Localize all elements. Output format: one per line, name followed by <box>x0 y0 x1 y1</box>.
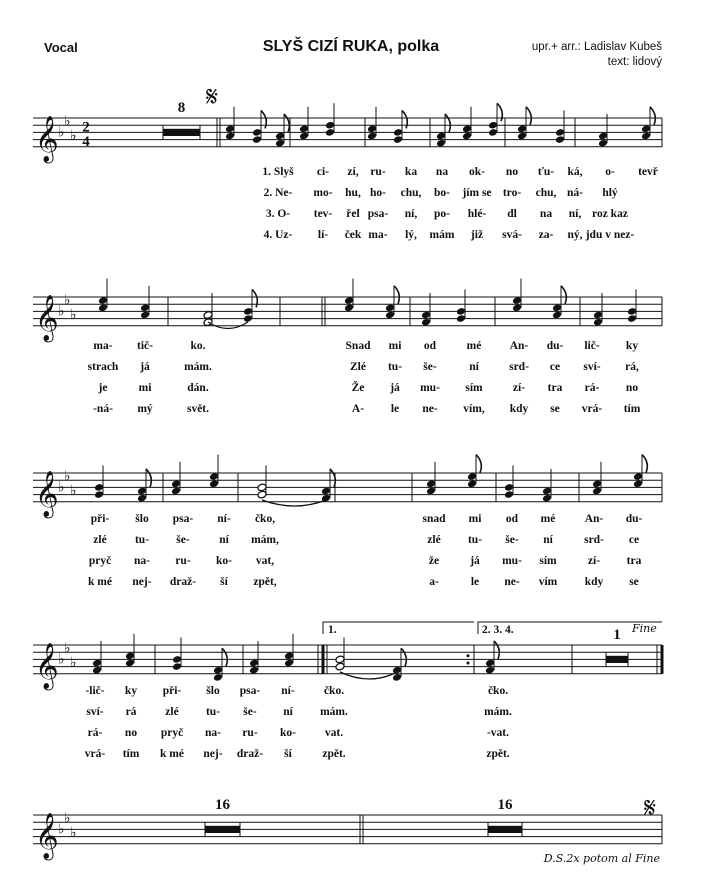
lyric-syllable: še- <box>423 361 437 373</box>
lyric-syllable: ne- <box>504 576 520 588</box>
lyric-syllable: le <box>470 576 480 588</box>
lyric-syllable: o- <box>605 166 615 178</box>
note-chord <box>367 107 377 141</box>
lyric-syllable: 4. Uz- <box>263 229 293 241</box>
lyric-syllable: mé <box>466 340 482 352</box>
lyric-syllable: tím <box>623 403 641 415</box>
lyric-syllable: Zlé <box>350 361 366 373</box>
flat-icon: ♭ <box>70 483 77 499</box>
lyric-syllable: Snad <box>345 340 371 352</box>
ds-instruction: D.S.2x potom al Fine <box>543 852 660 865</box>
lyric-syllable: du- <box>546 340 564 352</box>
lyric-syllable: draž- <box>236 748 264 760</box>
lyric-syllable: ho- <box>370 187 386 199</box>
note-flag <box>445 114 450 132</box>
time-signature-numerator: 2 <box>82 119 90 136</box>
lyric-syllable: nej- <box>203 748 223 760</box>
lyric-syllable: ní <box>219 534 229 546</box>
flat-icon: ♭ <box>70 825 77 841</box>
note-chord <box>504 465 514 499</box>
flat-icon: ♭ <box>64 640 71 657</box>
lyric-syllable: ru- <box>175 555 191 567</box>
lyric-syllable: mé <box>540 513 556 525</box>
lyric-syllable: zí, <box>347 166 359 178</box>
volta-1-bracket <box>323 622 474 634</box>
multirest-16-bars <box>488 826 522 833</box>
lyric-syllable: sví- <box>583 361 601 373</box>
note-flag <box>642 455 647 473</box>
note-flag <box>222 648 227 666</box>
lyric-syllable: mám. <box>320 706 348 718</box>
note-chord <box>552 286 566 320</box>
flat-icon: ♭ <box>70 307 77 323</box>
lyric-syllable: pryč <box>160 727 184 739</box>
lyric-syllable: dán. <box>187 382 209 394</box>
flat-icon: ♭ <box>64 113 71 130</box>
lyric-syllable: zlé <box>427 534 441 546</box>
staff-1 <box>33 118 662 147</box>
lyric-syllable: ší <box>284 748 292 760</box>
lyric-syllable: ky <box>124 685 138 697</box>
lyric-syllable: tro- <box>502 187 522 199</box>
lyric-syllable: mám. <box>484 706 512 718</box>
treble-clef-icon: 𝄞 <box>35 470 59 517</box>
lyric-syllable: rá- <box>584 382 600 394</box>
note-chord <box>172 637 182 671</box>
flat-icon: ♭ <box>58 821 65 838</box>
lyric-syllable: ní- <box>217 513 231 525</box>
tie <box>262 500 326 506</box>
note-flag <box>494 641 499 659</box>
lyric-syllable: Že <box>351 382 365 394</box>
note-chord <box>252 110 266 144</box>
note-chord <box>203 293 213 327</box>
lyric-syllable: rá- <box>87 727 103 739</box>
repeat-dot <box>467 654 470 657</box>
lyric-syllable: A- <box>351 403 365 415</box>
note-chord <box>436 114 450 148</box>
lyric-syllable: ka <box>404 166 418 178</box>
note-chord <box>593 293 603 327</box>
lyric-syllable: mám <box>429 229 455 241</box>
lyric-syllable: srd- <box>509 361 529 373</box>
note-chord <box>125 634 135 668</box>
lyric-syllable: sví- <box>86 706 104 718</box>
lyric-syllable: zlé <box>93 534 107 546</box>
lyric-syllable: ko- <box>216 555 232 567</box>
lyric-syllable: mám. <box>184 361 212 373</box>
lyric-syllable: ma- <box>368 229 388 241</box>
lyric-syllable: ky <box>625 340 639 352</box>
lyric-syllable: čko. <box>487 685 509 697</box>
song-title: SLYŠ CIZÍ RUKA, polka <box>262 38 440 55</box>
lyric-syllable: ní, <box>568 208 582 220</box>
lyric-syllable: mu- <box>502 555 522 567</box>
lyric-syllable: šlo <box>206 685 220 697</box>
lyric-syllable: -vat. <box>486 727 510 739</box>
lyric-syllable: še- <box>243 706 257 718</box>
note-chord <box>257 465 267 499</box>
lyric-syllable: na <box>539 208 553 220</box>
multirest-count: 16 <box>215 797 230 813</box>
lyric-syllable: psa- <box>239 685 261 697</box>
note-chord <box>94 465 104 499</box>
lyric-syllable: še- <box>505 534 519 546</box>
note-chord <box>225 107 235 141</box>
lyric-syllable: chu, <box>400 187 422 199</box>
multirest-count: 16 <box>497 797 513 813</box>
lyric-syllable: du- <box>625 513 643 525</box>
lyric-syllable: ček <box>344 229 362 241</box>
lyric-syllable: ní <box>543 534 553 546</box>
part-name: Vocal <box>44 40 78 55</box>
multirest-1-bar <box>606 656 628 663</box>
note-chord <box>467 455 481 489</box>
flat-icon: ♭ <box>70 128 77 144</box>
lyric-syllable: šlo <box>135 513 149 525</box>
lyric-syllable: zpět. <box>486 748 510 760</box>
note-chord <box>137 469 151 503</box>
lyric-syllable: An- <box>509 340 529 352</box>
flat-icon: ♭ <box>64 810 71 827</box>
lyric-syllable: ok- <box>469 166 485 178</box>
volta-1-label: 1. <box>328 624 337 636</box>
lyric-syllable: ru- <box>370 166 386 178</box>
lyric-syllable: vat. <box>324 727 344 739</box>
lyric-syllable: mi <box>468 513 482 525</box>
volta-2-label: 2. 3. 4. <box>482 624 514 636</box>
lyric-syllable: mi <box>138 382 152 394</box>
lyric-syllable: ce <box>628 534 640 546</box>
lyric-syllable: -ná- <box>93 403 113 415</box>
note-chord <box>517 107 531 141</box>
staff-5 <box>33 815 662 844</box>
note-flag <box>561 286 566 304</box>
lyric-syllable: zpět, <box>253 576 277 588</box>
lyric-syllable: ní- <box>281 685 295 697</box>
lyric-syllable: pryč <box>88 555 112 567</box>
treble-clef-icon: 𝄞 <box>35 642 59 689</box>
lyric-syllable: ce <box>549 361 561 373</box>
flat-icon: ♭ <box>64 468 71 485</box>
lyric-syllable: mu- <box>420 382 440 394</box>
lyric-syllable: tím <box>122 748 140 760</box>
staff-4 <box>33 645 662 674</box>
note-chord <box>321 469 335 503</box>
note-chord <box>392 648 406 682</box>
lyric-syllable: -lič- <box>85 685 105 697</box>
lyric-syllable: chu, <box>535 187 557 199</box>
lyric-syllable: zí- <box>587 555 601 567</box>
lyric-syllable: se <box>629 576 639 588</box>
lyric-syllable: bo- <box>434 187 450 199</box>
lyric-syllable: já <box>390 382 400 394</box>
lyric-syllable: po- <box>434 208 450 220</box>
lyric-syllable: mi <box>388 340 402 352</box>
lyric-syllable: dl <box>507 208 517 220</box>
lyric-syllable: jdu v nez- <box>585 229 635 241</box>
lyric-syllable: sím <box>539 555 557 567</box>
lyric-syllable: ná- <box>567 187 583 199</box>
lyric-syllable: zlé <box>165 706 179 718</box>
time-signature-denominator: 4 <box>82 133 90 150</box>
lyric-syllable: vrá- <box>84 748 106 760</box>
lyric-syllable: ší <box>220 576 228 588</box>
lyric-syllable: k mé <box>160 748 184 760</box>
note-chord <box>456 289 466 323</box>
lyric-syllable: psa- <box>367 208 389 220</box>
lyric-syllable: sím <box>465 382 483 394</box>
note-chord <box>385 286 399 320</box>
lyric-syllable: se <box>550 403 560 415</box>
note-flag <box>394 286 399 304</box>
note-chord <box>512 279 522 313</box>
lyric-syllable: tič- <box>137 340 153 352</box>
multirest-16-bars <box>205 826 240 833</box>
lyric-syllable: draž- <box>169 576 197 588</box>
note-chord <box>335 637 345 671</box>
lyricist-credit: text: lidový <box>607 56 662 68</box>
note-chord <box>641 107 655 141</box>
flat-icon: ♭ <box>58 651 65 668</box>
note-chord <box>325 103 335 137</box>
note-chord <box>421 293 431 327</box>
lyric-syllable: já <box>140 361 150 373</box>
multirest-count: 1 <box>613 627 621 643</box>
lyric-syllable: le <box>390 403 400 415</box>
lyric-syllable: rá <box>125 706 137 718</box>
lyric-syllable: lič- <box>584 340 600 352</box>
lyric-syllable: že <box>428 555 440 567</box>
note-chord <box>592 462 602 496</box>
lyric-syllable: k mé <box>88 576 112 588</box>
note-chord <box>462 107 472 141</box>
note-flag <box>650 107 655 125</box>
lyric-syllable: An- <box>584 513 604 525</box>
segno-icon: 𝄋 <box>643 791 657 824</box>
note-chord <box>555 110 565 144</box>
lyric-syllable: strach <box>87 361 119 373</box>
lyric-syllable: ní <box>283 706 293 718</box>
lyric-syllable: při- <box>90 513 110 525</box>
lyric-syllable: snad <box>422 513 446 525</box>
lyric-syllable: ko- <box>280 727 296 739</box>
lyric-syllable: od <box>505 513 519 525</box>
note-chord <box>485 641 499 675</box>
lyric-syllable: 2. Ne- <box>263 187 293 199</box>
note-flag <box>330 469 335 487</box>
note-flag <box>284 114 289 132</box>
lyric-syllable: za- <box>538 229 554 241</box>
note-chord <box>98 279 108 313</box>
lyric-syllable: tev- <box>313 208 333 220</box>
lyric-syllable: vrá- <box>581 403 603 415</box>
lyric-syllable: vím <box>538 576 558 588</box>
repeat-dot <box>467 662 470 665</box>
lyric-syllable: svá- <box>502 229 522 241</box>
note-chord <box>213 648 227 682</box>
lyric-syllable: no <box>124 727 138 739</box>
lyric-syllable: mám, <box>251 534 279 546</box>
multirest-8-bars <box>163 129 200 136</box>
lyric-syllable: jím se <box>462 187 492 199</box>
lyric-syllable: ne- <box>422 403 438 415</box>
lyric-syllable: lý, <box>405 229 417 241</box>
note-flag <box>526 107 531 125</box>
lyric-syllable: tra <box>547 382 563 394</box>
lyric-syllable: hu, <box>345 187 361 199</box>
lyric-syllable: tu- <box>134 534 150 546</box>
lyric-syllable: ko. <box>190 340 206 352</box>
lyric-syllable: 3. O- <box>265 208 291 220</box>
lyric-syllable: roz kaz <box>592 208 628 220</box>
lyric-syllable: še- <box>176 534 190 546</box>
lyric-syllable: no <box>505 166 519 178</box>
lyric-syllable: na- <box>205 727 221 739</box>
note-chord <box>275 114 289 148</box>
lyric-syllable: tu- <box>467 534 483 546</box>
lyric-syllable: zpět. <box>322 748 346 760</box>
lyric-syllable: hlé- <box>467 208 487 220</box>
lyric-syllable: tra <box>626 555 642 567</box>
tie <box>340 672 397 679</box>
lyric-syllable: 1. Slyš <box>262 166 294 178</box>
note-chord <box>140 286 150 320</box>
lyric-syllable: ci- <box>316 166 330 178</box>
lyric-syllable: kdy <box>509 403 529 415</box>
lyric-syllable: ťu- <box>537 166 555 178</box>
lyric-syllable: a- <box>429 576 439 588</box>
flat-icon: ♭ <box>58 479 65 496</box>
lyric-syllable: ný, <box>567 229 583 241</box>
lyric-syllable: ma- <box>93 340 113 352</box>
lyric-syllable: řel <box>346 208 360 220</box>
lyric-syllable: mo- <box>313 187 333 199</box>
note-chord <box>249 641 259 675</box>
arranger-credit: upr.+ arr.: Ladislav Kubeš <box>531 41 662 53</box>
lyric-syllable: mý <box>137 403 153 415</box>
note-chord <box>92 641 102 675</box>
lyric-syllable: svět. <box>186 403 210 415</box>
lyric-syllable: je <box>98 382 108 394</box>
note-chord <box>627 289 637 323</box>
note-flag <box>476 455 481 473</box>
lyric-syllable: tu- <box>205 706 221 718</box>
lyric-syllable: vím, <box>463 403 485 415</box>
lyric-syllable: od <box>423 340 437 352</box>
lyric-syllable: lí- <box>317 229 329 241</box>
note-chord <box>171 462 181 496</box>
note-flag <box>146 469 151 487</box>
lyric-syllable: vat, <box>255 555 275 567</box>
note-chord <box>284 634 294 668</box>
flat-icon: ♭ <box>70 655 77 671</box>
note-chord <box>598 114 608 148</box>
treble-clef-icon: 𝄞 <box>35 294 59 341</box>
staff-3 <box>33 473 662 502</box>
treble-clef-icon: 𝄞 <box>35 115 59 162</box>
lyric-syllable: já <box>470 555 480 567</box>
note-flag <box>401 648 406 666</box>
multirest-count: 8 <box>177 100 186 116</box>
lyric-syllable: psa- <box>172 513 194 525</box>
segno-icon: 𝄋 <box>205 80 219 113</box>
note-chord <box>344 279 354 313</box>
note-chord <box>426 462 436 496</box>
lyric-syllable: již <box>470 229 484 241</box>
note-chord <box>542 469 552 503</box>
lyric-syllable: tevř <box>638 166 658 178</box>
flat-icon: ♭ <box>58 303 65 320</box>
fine-marking: Fine <box>632 622 657 635</box>
lyric-syllable: tu- <box>387 361 403 373</box>
treble-clef-icon: 𝄞 <box>35 812 59 859</box>
note-chord <box>393 110 407 144</box>
note-chord <box>633 455 647 489</box>
lyric-syllable: při- <box>162 685 182 697</box>
lyric-syllable: na <box>435 166 449 178</box>
note-chord <box>299 107 309 141</box>
lyric-syllable: hlý <box>602 187 618 199</box>
flat-icon: ♭ <box>58 124 65 141</box>
lyric-syllable: na- <box>134 555 150 567</box>
lyric-syllable: ká, <box>567 166 583 178</box>
flat-icon: ♭ <box>64 292 71 309</box>
note-chord <box>209 455 219 489</box>
lyric-syllable: ní, <box>404 208 418 220</box>
lyric-syllable: čko, <box>254 513 276 525</box>
lyric-syllable: kdy <box>584 576 604 588</box>
lyric-syllable: ní <box>469 361 479 373</box>
lyric-syllable: rá, <box>625 361 639 373</box>
note-chord <box>488 103 502 137</box>
tie <box>208 322 248 329</box>
lyric-syllable: ru- <box>242 727 258 739</box>
lyric-syllable: nej- <box>132 576 152 588</box>
note-chord <box>243 289 257 323</box>
lyric-syllable: čko. <box>323 685 345 697</box>
lyric-syllable: zí- <box>512 382 526 394</box>
lyric-syllable: no <box>625 382 639 394</box>
lyric-syllable: srd- <box>584 534 604 546</box>
